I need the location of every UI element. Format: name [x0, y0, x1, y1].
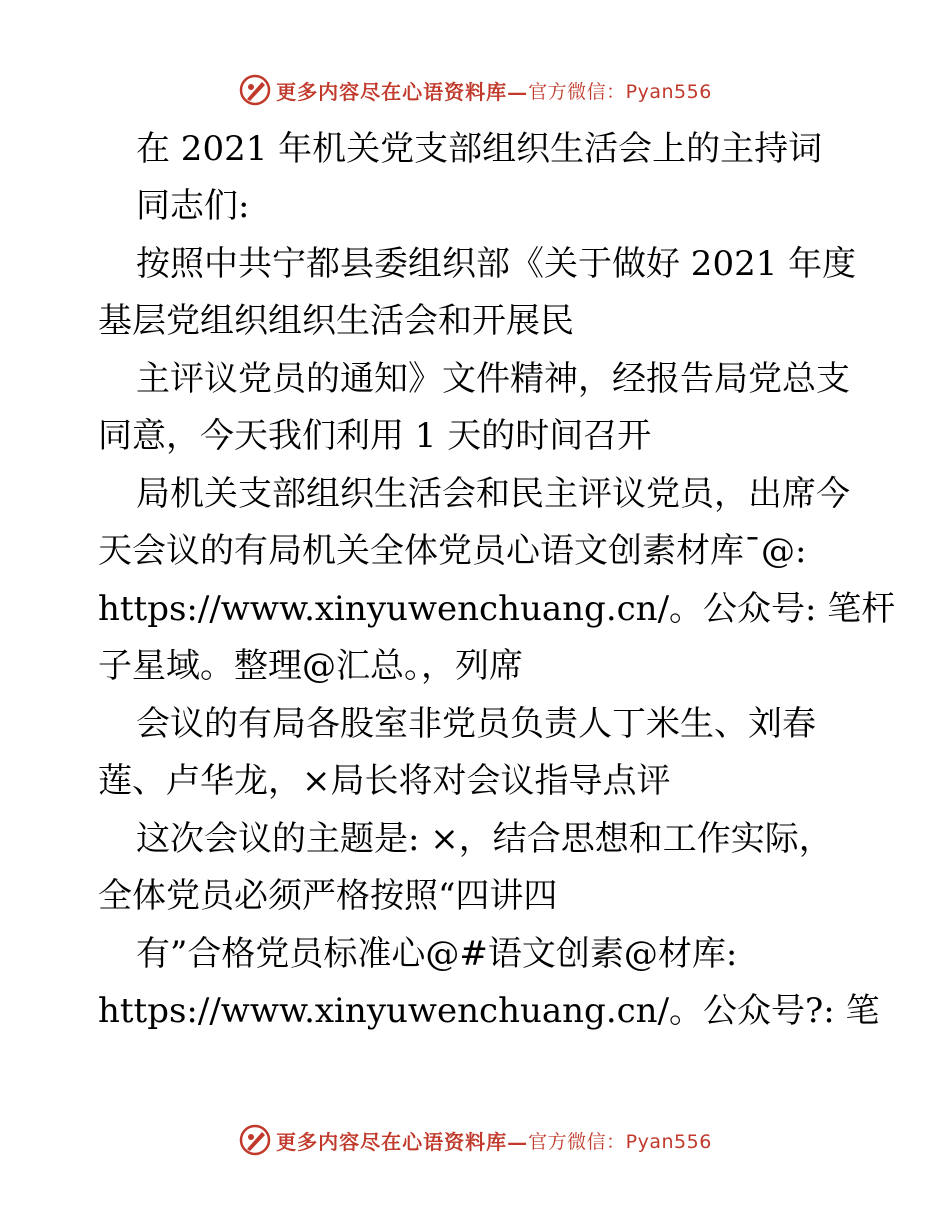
text-line: 会议的有局各股室非党员负责人丁米生、刘春: [136, 704, 816, 744]
pen-logo-icon: [238, 1123, 272, 1157]
text-line: 按照中共宁都县委组织部《关于做好 2021 年度: [136, 244, 857, 284]
footer-watermark: [0, 1120, 950, 1160]
pen-logo-icon: [238, 73, 272, 107]
text-line: 主评议党员的通知》文件精神，经报告局党总支: [136, 359, 850, 399]
text-line: 全体党员必须严格按照“四讲四: [98, 876, 558, 916]
text-line: 基层党组织组织生活会和开展民: [98, 301, 574, 341]
header-watermark: [0, 70, 950, 110]
document-title: 在 2021 年机关党支部组织生活会上的主持词: [136, 129, 823, 169]
text-line: 莲、卢华龙，×局长将对会议指导点评: [98, 761, 671, 801]
text-line: 局机关支部组织生活会和民主评议党员，出席今: [136, 474, 850, 514]
text-line: https://www.xinyuwenchuang.cn/。公众号: 笔杆: [98, 589, 896, 629]
watermark-text: 更多内容尽在心语资料库—: [276, 1129, 529, 1154]
text-line: 有”合格党员标准心@#语文创素@材库:: [136, 934, 738, 974]
watermark-text: 更多内容尽在心语资料库—: [276, 79, 529, 104]
text-line: 这次会议的主题是: ×，结合思想和工作实际，: [136, 819, 833, 859]
watermark-wechat: 官方微信：Pyan556: [528, 1130, 712, 1153]
watermark-wechat: 官方微信：Pyan556: [528, 80, 712, 103]
text-line: https://www.xinyuwenchuang.cn/。公众号?: 笔: [98, 991, 880, 1031]
text-line: 子星域。整理@汇总。，列席: [98, 646, 523, 686]
text-line: 同意，今天我们利用 1 天的时间召开: [98, 416, 652, 456]
text-line: 天会议的有局机关全体党员心语文创素材库¯@:: [98, 531, 807, 571]
salutation: 同志们:: [136, 186, 250, 226]
